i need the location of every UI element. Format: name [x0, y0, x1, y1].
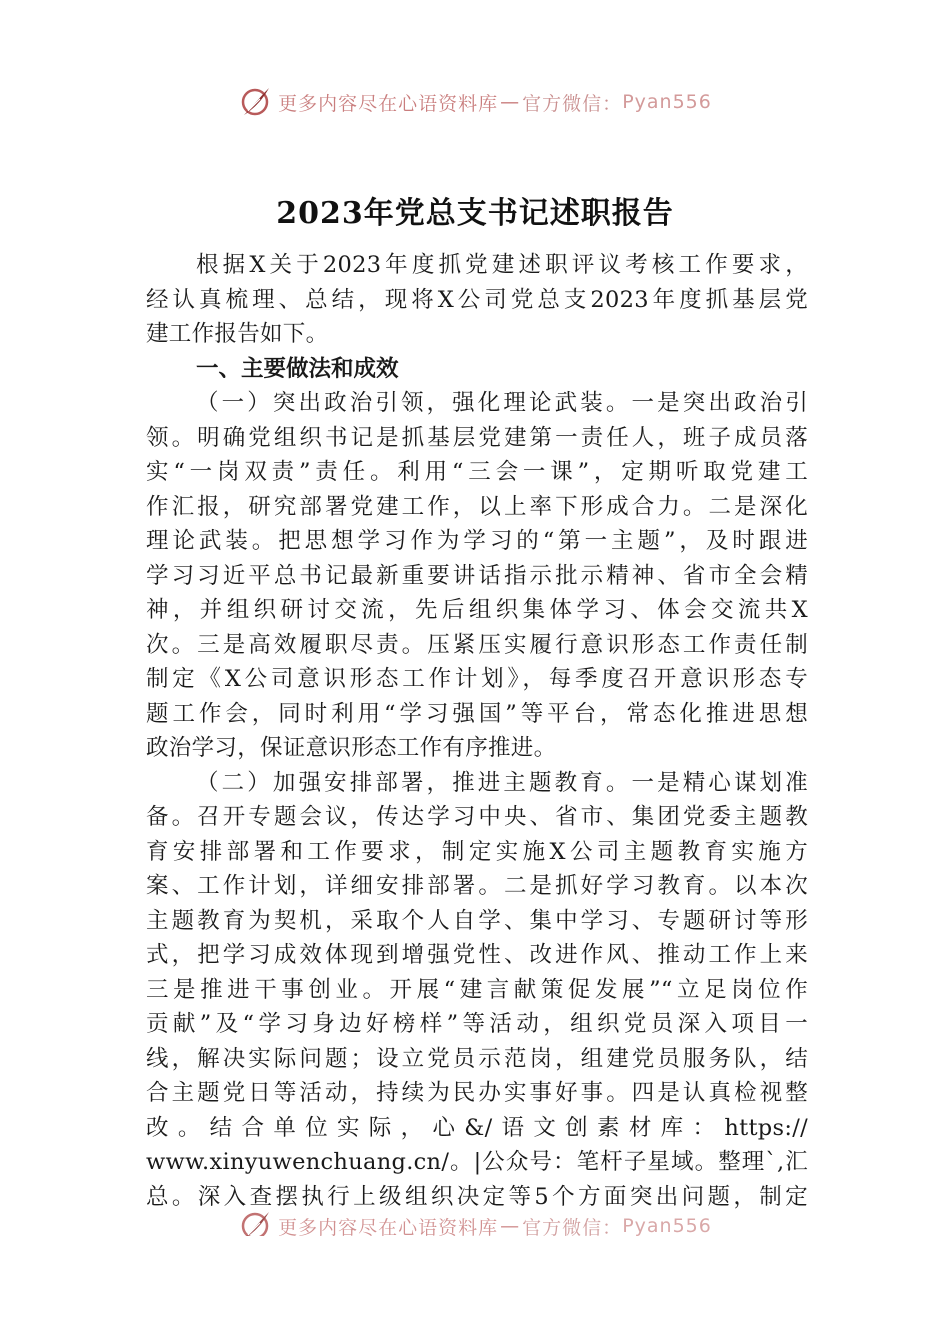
paragraph-line: 制定《X公司意识形态工作计划》，每季度召开意识形态专 — [146, 666, 808, 692]
paragraph-line: 实“一岗双责”责任。利用“三会一课”，定期听取党建工 — [146, 459, 808, 485]
quill-logo-icon — [238, 1209, 272, 1236]
watermark-brand: 更多内容尽在心语资料库 — [278, 92, 499, 115]
paragraph-line: （一）突出政治引领，强化理论武装。一是突出政治引 — [196, 390, 808, 416]
watermark-official-label: 官方微信： — [522, 92, 623, 115]
watermark-official-label: 官方微信： — [522, 1216, 623, 1236]
header-watermark — [0, 82, 950, 122]
paragraph-line: （二）加强安排部署，推进主题教育。一是精心谋划准 — [196, 769, 808, 796]
paragraph-line: www.xinyuwenchuang.cn/。|公众号：笔杆子星域。整理`,汇 — [146, 1149, 808, 1175]
paragraph-line: 理论武装。把思想学习作为学习的“第一主题”，及时跟进 — [146, 528, 808, 554]
paragraph-line: 领。明确党组织书记是抓基层党建第一责任人，班子成员落 — [146, 424, 808, 451]
paragraph-line: 育安排部署和工作要求，制定实施X公司主题教育实施方 — [146, 838, 808, 865]
watermark-wechat-id: Pyan556 — [622, 1215, 712, 1236]
footer-watermark — [0, 1206, 950, 1236]
watermark-separator: — — [500, 1215, 521, 1236]
paragraph-line: 线，解决实际问题；设立党员示范岗，组建党员服务队，结 — [146, 1045, 808, 1072]
quill-logo-icon — [238, 85, 272, 119]
paragraph-line: 式，把学习成效体现到增强党性、改进作风、推动工作上来 — [146, 942, 808, 968]
paragraph-line: 三是推进干事创业。开展“建言献策促发展”“立足岗位作 — [146, 976, 808, 1003]
paragraph-line: 备。召开专题会议，传达学习中央、省市、集团党委主题教 — [146, 804, 808, 830]
document-body — [146, 248, 808, 1214]
paragraph-line: 改。结合单位实际，心&/语文创素材库：https:// — [146, 1114, 808, 1141]
document-title: 2023年党总支书记述职报告 — [276, 196, 674, 231]
paragraph-line: 合主题党日等活动，持续为民办实事好事。四是认真检视整 — [146, 1080, 808, 1106]
paragraph-line: 次。三是高效履职尽责。压紧压实履行意识形态工作责任制 — [146, 631, 808, 658]
watermark-wechat-id: Pyan556 — [622, 91, 712, 113]
paragraph-line: 案、工作计划，详细安排部署。二是抓好学习教育。以本次 — [146, 873, 808, 899]
paragraph-line: 贡献”及“学习身边好榜样”等活动，组织党员深入项目一 — [146, 1011, 808, 1037]
paragraph-line: 学习习近平总书记最新重要讲话指示批示精神、省市全会精 — [146, 562, 808, 589]
paragraph-line: 经认真梳理、总结，现将X公司党总支2023年度抓基层党 — [146, 286, 808, 313]
paragraph-line: 总。深入查摆执行上级组织决定等5个方面突出问题，制定 — [146, 1183, 808, 1210]
paragraph-line: 根据X关于2023年度抓党建述职评议考核工作要求， — [196, 252, 808, 278]
paragraph-line: 政治学习，保证意识形态工作有序推进。 — [146, 735, 557, 761]
paragraph-line: 建工作报告如下。 — [146, 321, 329, 347]
paragraph-line: 作汇报，研究部署党建工作，以上率下形成合力。二是深化 — [146, 493, 808, 520]
paragraph-line: 主题教育为契机，采取个人自学、集中学习、专题研讨等形 — [146, 907, 808, 934]
watermark-separator: — — [500, 91, 521, 113]
section-heading: 一、主要做法和成效 — [196, 355, 399, 382]
watermark-brand: 更多内容尽在心语资料库 — [278, 1216, 499, 1236]
paragraph-line: 题工作会，同时利用“学习强国”等平台，常态化推进思想 — [146, 700, 808, 727]
paragraph-line: 神，并组织研讨交流，先后组织集体学习、体会交流共X — [146, 597, 808, 623]
